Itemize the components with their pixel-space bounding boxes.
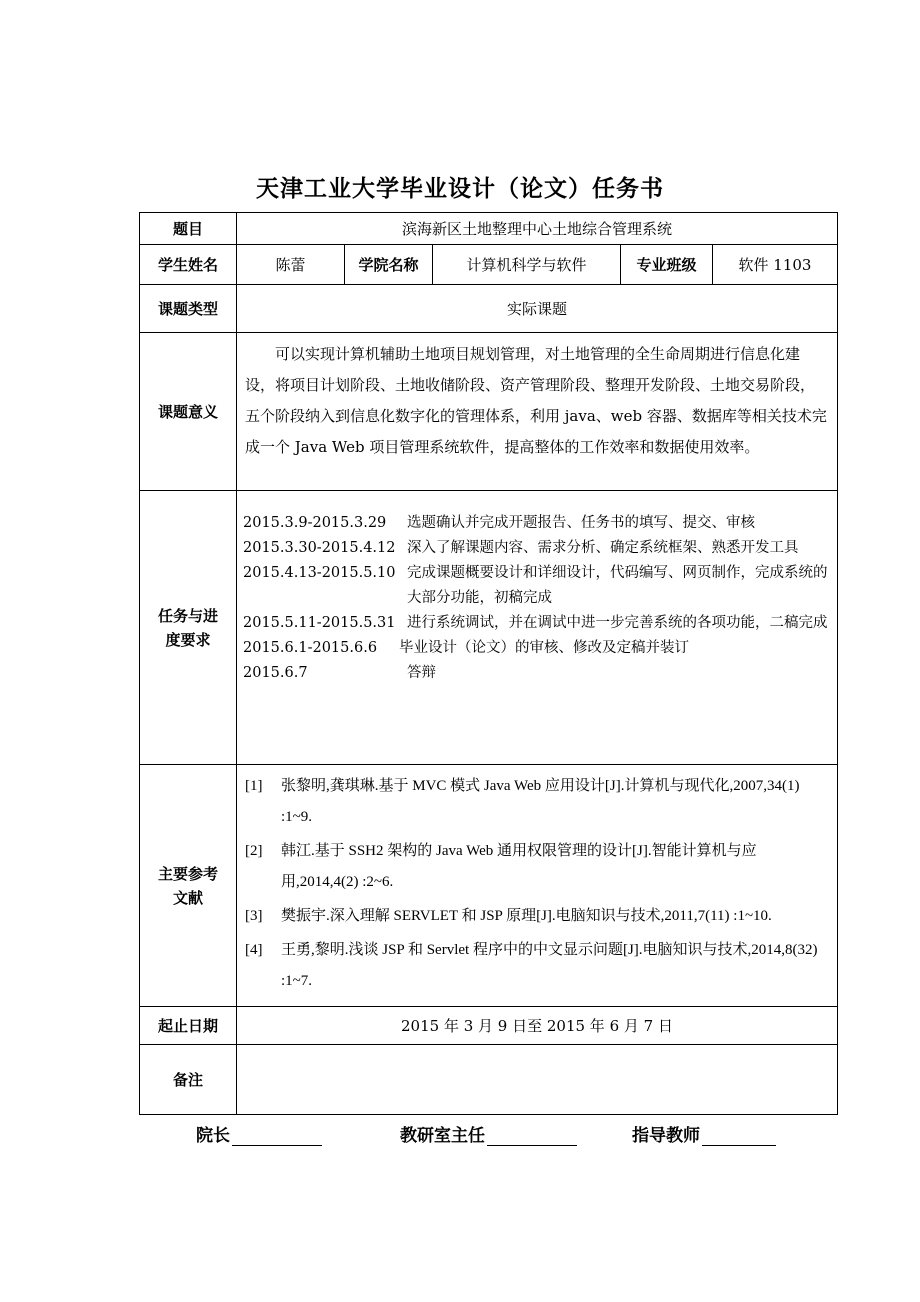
task-text: 答辩 — [407, 665, 436, 681]
task-text: 深入了解课题内容、需求分析、确定系统框架、熟悉开发工具 — [407, 540, 799, 556]
class-value: 软件 1103 — [713, 245, 838, 285]
remarks-label: 备注 — [140, 1045, 237, 1115]
reference-number: [3] — [245, 908, 263, 924]
period-value: 2015 年 3 月 9 日至 2015 年 6 月 7 日 — [237, 1007, 838, 1045]
tasks-label — [140, 491, 237, 765]
college-value: 计算机科学与软件 — [433, 245, 621, 285]
task-item — [243, 636, 831, 661]
references-label-line1: 主要参考 — [157, 864, 218, 883]
row-type — [140, 285, 838, 333]
reference-number: [4] — [245, 942, 263, 958]
reference-text: 韩江.基于 SSH2 架构的 Java Web 通用权限管理的设计[J].智能计算机与应用,2014,4(2) :2~6. — [281, 843, 757, 890]
task-item — [243, 536, 831, 561]
student-label: 学生姓名 — [140, 245, 237, 285]
row-student — [140, 245, 838, 285]
row-references — [140, 765, 838, 1007]
tasks-label-line2: 度要求 — [165, 630, 211, 649]
task-text: 进行系统调试，并在调试中进一步完善系统的各项功能，二稿完成 — [407, 615, 828, 631]
significance-cell — [237, 333, 838, 491]
row-significance — [140, 333, 838, 491]
advisor-signature — [632, 1121, 776, 1146]
row-remarks — [140, 1045, 838, 1115]
director-signature-line[interactable] — [487, 1125, 577, 1146]
task-text: 完成课题概要设计和详细设计，代码编写、网页制作，完成系统的大部分功能，初稿完成 — [407, 565, 828, 606]
reference-number: [1] — [245, 778, 263, 794]
task-date: 2015.4.13-2015.5.10 — [243, 565, 396, 581]
college-label: 学院名称 — [345, 245, 433, 285]
reference-text: 王勇,黎明.浅谈 JSP 和 Servlet 程序中的中文显示问题[J].电脑知识与技术,2014,8(32) :1~7. — [281, 942, 818, 989]
topic-label: 题目 — [140, 213, 237, 245]
remarks-value — [237, 1045, 838, 1115]
reference-item — [245, 836, 829, 898]
task-text: 毕业设计（论文）的审核、修改及定稿并装订 — [399, 640, 689, 656]
significance-label: 课题意义 — [140, 333, 237, 491]
reference-item — [245, 771, 829, 833]
reference-item — [245, 901, 829, 932]
references-cell — [237, 765, 838, 1007]
dean-signature-line[interactable] — [232, 1125, 322, 1146]
task-item — [243, 561, 831, 611]
dean-label: 院长 — [196, 1126, 230, 1146]
student-value: 陈蕾 — [237, 245, 345, 285]
task-date: 2015.6.7 — [243, 665, 308, 681]
type-label: 课题类型 — [140, 285, 237, 333]
row-tasks — [140, 491, 838, 765]
tasks-cell — [237, 491, 838, 765]
references-label — [140, 765, 237, 1007]
type-value: 实际课题 — [237, 285, 838, 333]
references-label-line2: 文献 — [172, 888, 203, 907]
director-label: 教研室主任 — [400, 1126, 485, 1146]
period-label: 起止日期 — [140, 1007, 237, 1045]
task-date: 2015.3.9-2015.3.29 — [243, 515, 387, 531]
reference-text: 张黎明,龚琪琳.基于 MVC 模式 Java Web 应用设计[J].计算机与现代化,2007,34(1) :1~9. — [281, 778, 800, 825]
reference-number: [2] — [245, 843, 263, 859]
topic-value: 滨海新区土地整理中心土地综合管理系统 — [237, 213, 838, 245]
reference-item — [245, 935, 829, 997]
significance-text: 可以实现计算机辅助土地项目规划管理，对土地管理的全生命周期进行信息化建设，将项目计划阶段、土地收储阶段、资产管理阶段、整理开发阶段、土地交易阶段，五个阶段纳入到信息化数字化的管理体系，利用 java、web 容器、数据库等相关技术完成一个 Java Web 项目管理系统软件，提高整体的工作效率和数据使用效率。 — [245, 345, 827, 456]
advisor-signature-line[interactable] — [702, 1125, 776, 1146]
row-topic — [140, 213, 838, 245]
dean-signature — [196, 1121, 322, 1146]
task-item — [243, 661, 831, 686]
tasks-label-line1: 任务与进 — [157, 606, 218, 625]
task-date: 2015.3.30-2015.4.12 — [243, 540, 396, 556]
task-form-table — [139, 212, 838, 1115]
reference-text: 樊振宇.深入理解 SERVLET 和 JSP 原理[J].电脑知识与技术,2011,7(11) :1~10. — [281, 908, 772, 924]
row-period — [140, 1007, 838, 1045]
task-date: 2015.6.1-2015.6.6 — [243, 640, 378, 656]
director-signature — [400, 1121, 577, 1146]
task-item — [243, 611, 831, 636]
task-item — [243, 511, 831, 536]
document-title: 天津工业大学毕业设计（论文）任务书 — [256, 176, 664, 202]
task-text: 选题确认并完成开题报告、任务书的填写、提交、审核 — [407, 515, 755, 531]
class-label: 专业班级 — [621, 245, 713, 285]
task-date: 2015.5.11-2015.5.31 — [243, 615, 396, 631]
advisor-label: 指导教师 — [632, 1126, 700, 1146]
